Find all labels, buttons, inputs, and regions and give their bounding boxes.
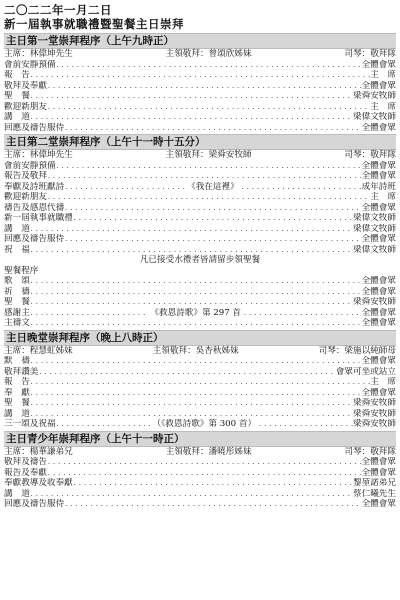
- program-item: 聖 餐: [4, 91, 30, 101]
- program-person: 全體會眾: [361, 387, 396, 398]
- info-row-evening-service: [4, 346, 396, 357]
- program-row: [4, 276, 396, 287]
- dot-leader: [30, 388, 362, 399]
- dot-leader: [258, 419, 353, 430]
- program-item: 主禱文: [4, 318, 30, 328]
- program-row: [4, 123, 396, 134]
- program-item: 回應及禱告服侍: [4, 499, 65, 509]
- order-list-communion: [4, 276, 396, 329]
- program-row: [4, 377, 396, 388]
- program-row: [4, 419, 396, 430]
- order-list-second-service: [4, 161, 396, 256]
- program-row: [4, 388, 396, 399]
- program-person: 成年詩班: [361, 181, 396, 192]
- chairperson: 主席：楊華謙弟兄: [4, 446, 73, 457]
- info-row-first-service: [4, 49, 396, 60]
- program-person: 全體會眾: [361, 202, 396, 213]
- section-header-evening-service: 主日晚堂崇拜程序（晚上八時正）: [4, 330, 396, 346]
- worship-leader: 主領敬拜：吳杏秋姊妹: [152, 345, 239, 356]
- dot-leader: [47, 102, 370, 113]
- program-row: [4, 192, 396, 203]
- program-person: 蔡仁曦先生: [353, 488, 396, 499]
- dot-leader: [38, 367, 335, 378]
- program-row: [4, 102, 396, 113]
- pianist: 司琴：敬拜隊: [344, 150, 396, 160]
- program-item: 奉獻教導及收奉獻: [4, 478, 73, 488]
- dot-leader: [64, 123, 361, 134]
- dot-leader: [30, 398, 353, 409]
- dot-leader: [64, 203, 361, 214]
- program-item: 講 道: [4, 408, 30, 419]
- program-person: 全體會眾: [361, 307, 396, 318]
- program-item: 講 道: [4, 223, 30, 234]
- program-item: 敬拜及禱告: [4, 457, 47, 467]
- dot-leader: [56, 60, 362, 71]
- program-person: 主 席: [370, 192, 396, 202]
- program-person: 全體會眾: [361, 318, 396, 328]
- program-person: 梁舜安牧師: [353, 398, 396, 408]
- dot-leader: [30, 377, 370, 388]
- program-person: 全體會眾: [361, 122, 396, 133]
- dot-leader: [47, 457, 362, 468]
- program-row: [4, 367, 396, 378]
- program-person: 梁舜安牧師: [353, 408, 396, 419]
- info-row-second-service: [4, 150, 396, 161]
- program-row: [4, 203, 396, 214]
- dot-leader: [30, 245, 353, 256]
- program-row: [4, 213, 396, 224]
- program-row: [4, 398, 396, 409]
- dot-leader: [64, 499, 361, 510]
- dot-leader: [30, 70, 370, 81]
- dot-leader: [30, 356, 362, 367]
- program-item: 歡迎新朋友: [4, 101, 47, 112]
- program-person: 黎堃諾弟兄: [353, 478, 396, 488]
- worship-leader: 主領敬拜：梁舜安牧師: [165, 150, 252, 160]
- program-item: 會前安靜預備: [4, 160, 56, 171]
- dot-leader: [241, 182, 362, 193]
- program-item: 敬拜讚美: [4, 366, 39, 377]
- dot-leader: [47, 171, 362, 182]
- program-item: 感謝主: [4, 307, 30, 318]
- dot-leader: [30, 297, 353, 308]
- dot-leader: [47, 192, 370, 203]
- dot-leader: [30, 287, 362, 298]
- program-row: [4, 468, 396, 479]
- program-item: 回應及禱告服侍: [4, 122, 65, 133]
- program-row: [4, 234, 396, 245]
- program-row: [4, 478, 396, 489]
- program-person: 全體會眾: [361, 59, 396, 70]
- program-item: 新一屆執事就職禮: [4, 213, 73, 223]
- dot-leader: [30, 409, 353, 420]
- program-row: [4, 245, 396, 256]
- service-date: 二〇二二年一月二日: [4, 3, 112, 17]
- section-header-second-service: 主日第二堂崇拜程序（上午十一時十五分）: [4, 134, 396, 150]
- program-item: 講 道: [4, 112, 30, 122]
- pianist: 司琴：敬拜隊: [344, 49, 396, 59]
- program-item: 三一頌及祝福: [4, 419, 56, 429]
- program-row: [4, 356, 396, 367]
- order-list-youth-service: [4, 457, 396, 510]
- program-person: 全體會眾: [361, 276, 396, 286]
- program-item: 默 禱: [4, 356, 30, 366]
- program-row: [4, 182, 396, 193]
- program-person: 梁舜安牧師: [353, 91, 396, 101]
- program-item: 祈 禱: [4, 286, 30, 297]
- program-person: 全體會眾: [361, 457, 396, 467]
- program-row: [4, 457, 396, 468]
- program-row: [4, 60, 396, 71]
- program-person: 全體會眾: [361, 467, 396, 478]
- program-item: 講 道: [4, 488, 30, 499]
- dot-leader: [30, 276, 362, 287]
- program-person: 梁偉文牧師: [353, 213, 396, 223]
- communion-label: 聖餐程序: [4, 265, 39, 276]
- program-item: 報告及敬拜: [4, 171, 47, 181]
- worship-leader: 主領敬拜：曾頌欣姊妹: [165, 49, 252, 59]
- program-person: 會眾可坐或站立: [335, 366, 396, 377]
- service-title: 新一屆執事就職禮暨聖餐主日崇拜: [4, 17, 184, 31]
- program-row: [4, 318, 396, 329]
- dot-leader: [30, 112, 353, 123]
- program-item: 回應及禱告服侍: [4, 234, 65, 244]
- section-header-first-service: 主日第一堂崇拜程序（上午九時正）: [4, 33, 396, 49]
- program-person: 全體會眾: [361, 234, 396, 244]
- program-item: 報 告: [4, 377, 30, 387]
- program-item: 奉獻及詩班獻詩: [4, 181, 65, 192]
- program-person: 全體會眾: [361, 499, 396, 509]
- program-item: 聖 餐: [4, 297, 30, 307]
- program-person: 梁偉文牧師: [353, 112, 396, 122]
- program-detail: 《救恩詩歌》第 297 首: [150, 307, 242, 318]
- order-list-first-service: [4, 60, 396, 134]
- program-person: 梁舜安牧師: [353, 297, 396, 307]
- dot-leader: [30, 91, 353, 102]
- dot-leader: [243, 308, 362, 319]
- dot-leader: [30, 489, 353, 500]
- communion-note: 凡已接受水禮者皆請留步領聖餐: [139, 255, 261, 265]
- pianist: 司琴：梁施以純師母: [318, 345, 396, 356]
- program-item: 報告及奉獻: [4, 467, 47, 478]
- program-item: 歡迎新朋友: [4, 192, 47, 202]
- program-person: 梁偉文牧師: [353, 244, 396, 255]
- program-person: 全體會眾: [361, 80, 396, 91]
- dot-leader: [64, 182, 185, 193]
- program-row: [4, 308, 396, 319]
- program-item: 奉 獻: [4, 387, 30, 398]
- dot-leader: [64, 234, 361, 245]
- program-item: 報 告: [4, 70, 30, 80]
- dot-leader: [30, 308, 149, 319]
- chairperson: 主席：林偉坤先生: [4, 49, 73, 59]
- program-person: 全體會眾: [361, 356, 396, 366]
- section-header-youth-service: 主日青少年崇拜程序（上午十一時正）: [4, 431, 396, 447]
- order-list-evening-service: [4, 356, 396, 430]
- program-item: 歌 頌: [4, 276, 30, 286]
- dot-leader: [30, 224, 353, 235]
- program-row: [4, 224, 396, 235]
- program-item: 祝 福: [4, 244, 30, 255]
- program-row: [4, 499, 396, 510]
- program-item: 會前安靜預備: [4, 59, 56, 70]
- program-row: [4, 409, 396, 420]
- program-item: 聖 餐: [4, 398, 30, 408]
- program-person: 梁舜安牧師: [353, 419, 396, 429]
- program-row: [4, 171, 396, 182]
- chairperson: 主席：程慧虹姊妹: [4, 345, 73, 356]
- dot-leader: [73, 213, 353, 224]
- info-row-youth-service: [4, 447, 396, 458]
- program-row: [4, 112, 396, 123]
- dot-leader: [56, 419, 151, 430]
- dot-leader: [56, 161, 362, 172]
- pianist: 司琴：敬拜隊: [344, 446, 396, 457]
- program-detail: （《救恩詩歌》第 300 首）: [152, 419, 257, 429]
- dot-leader: [47, 468, 362, 479]
- dot-leader: [47, 81, 362, 92]
- program-row: [4, 489, 396, 500]
- program-person: 全體會眾: [361, 171, 396, 181]
- program-person: 梁偉文牧師: [353, 223, 396, 234]
- program-item: 敬拜及奉獻: [4, 80, 47, 91]
- program-person: 全體會眾: [361, 286, 396, 297]
- worship-leader: 主領敬拜：潘曉彤姊妹: [165, 446, 252, 457]
- program-row: [4, 287, 396, 298]
- program-row: [4, 91, 396, 102]
- dot-leader: [73, 478, 353, 489]
- program-person: 主 席: [370, 101, 396, 112]
- program-row: [4, 70, 396, 81]
- program-item: 禱告及感恩代禱: [4, 202, 65, 213]
- program-person: 主 席: [370, 70, 396, 80]
- program-row: [4, 297, 396, 308]
- program-row: [4, 81, 396, 92]
- program-person: 全體會眾: [361, 160, 396, 171]
- chairperson: 主席：林偉坤先生: [4, 150, 73, 160]
- dot-leader: [30, 318, 362, 329]
- program-row: [4, 161, 396, 172]
- program-detail: 《我在這裡》: [187, 181, 239, 192]
- program-person: 主 席: [370, 377, 396, 387]
